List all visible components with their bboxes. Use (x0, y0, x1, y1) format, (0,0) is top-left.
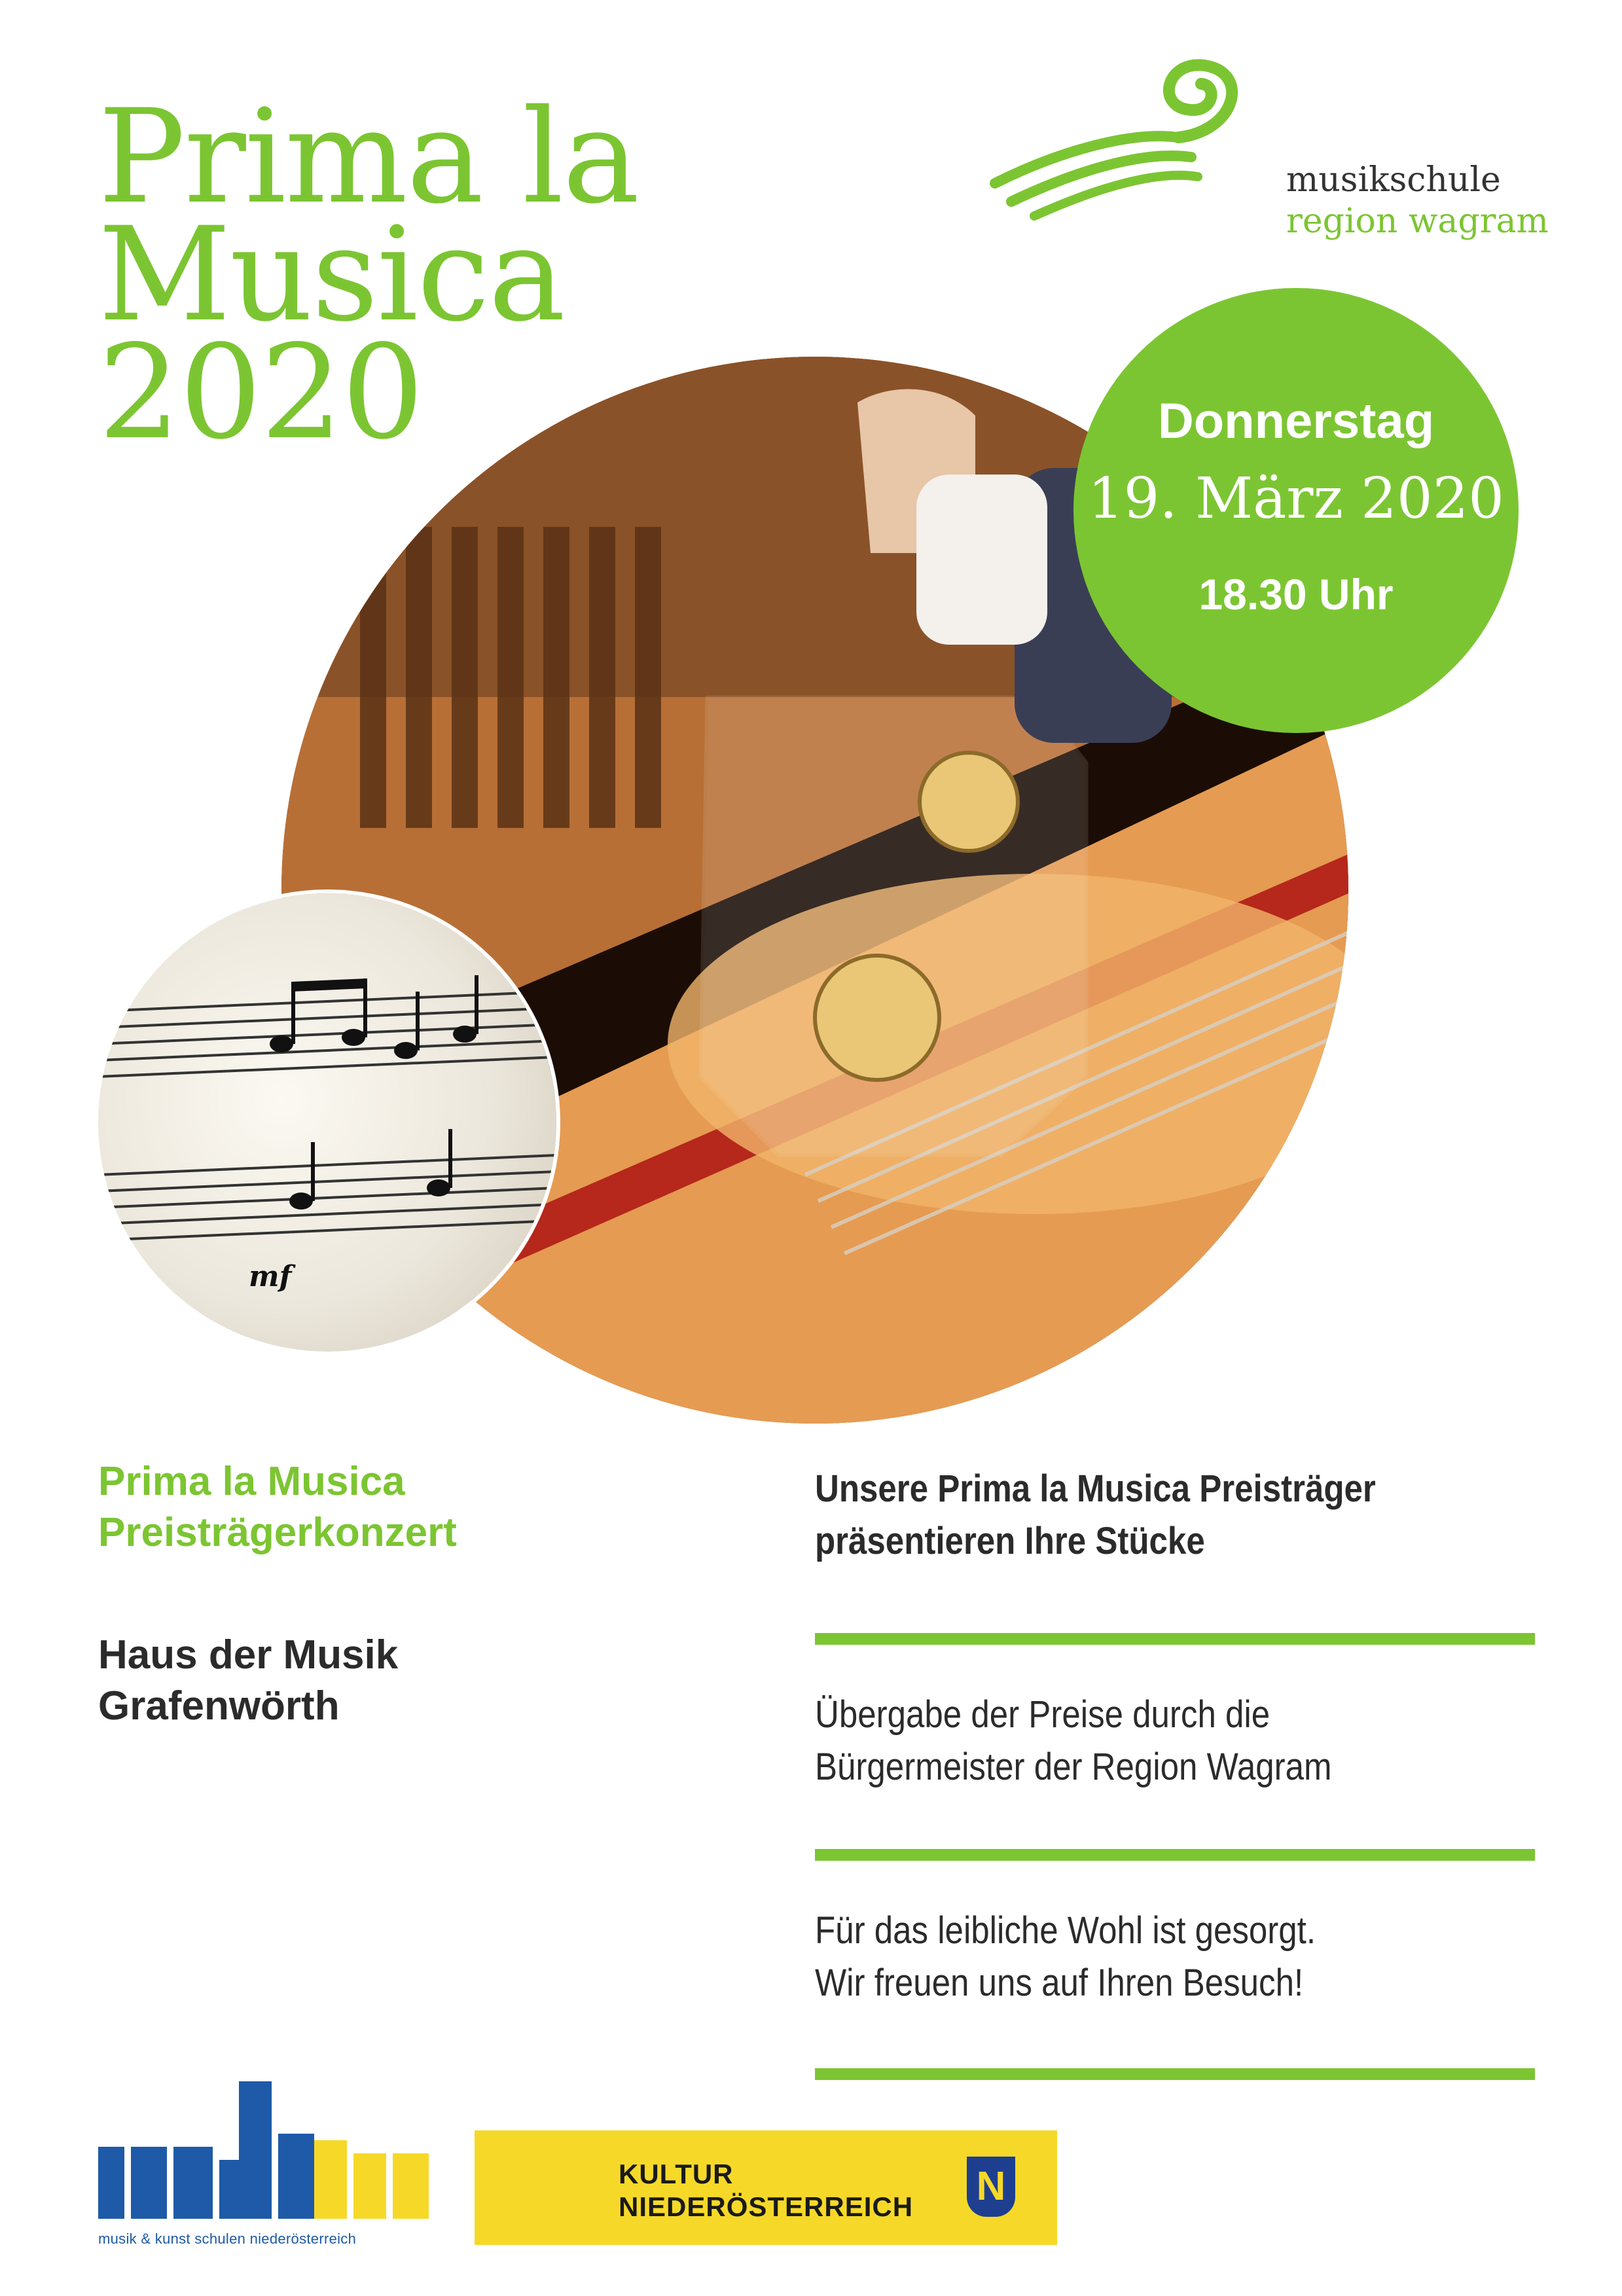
sheet-music-photo (98, 893, 556, 1352)
divider-2 (815, 1849, 1535, 1861)
noe-shield-icon (967, 2157, 1015, 2217)
logo-text-region: region wagram (1286, 202, 1549, 241)
venue-line-2: Grafenwörth (98, 1683, 340, 1729)
details-item-catering-line-2: Wir freuen uns auf Ihren Besuch! (815, 1962, 1304, 2004)
details-headline-line-1: Unsere Prima la Musica Preisträger (815, 1467, 1376, 1510)
concert-subtitle-line-2: Preisträgerkonzert (98, 1510, 457, 1555)
musikschule-swirl-logo (982, 52, 1257, 249)
details-headline-line-2: präsentieren Ihre Stücke (815, 1520, 1205, 1562)
details-item-catering-line-1: Für das leibliche Wohl ist gesorgt. (815, 1909, 1316, 1952)
details-headline (815, 1463, 1477, 1568)
details-item-awards-line-2: Bürgermeister der Region Wagram (815, 1746, 1332, 1788)
concert-subtitle (98, 1456, 457, 1558)
details-item-awards (815, 1689, 1477, 1793)
event-time: 18.30 Uhr (1198, 570, 1394, 619)
event-date: 19. März 2020 (1087, 466, 1505, 531)
event-day: Donnerstag (1157, 393, 1435, 449)
venue (98, 1630, 398, 1732)
kultur-line-1: KULTUR (619, 2159, 734, 2189)
kultur-line-2: NIEDERÖSTERREICH (619, 2191, 914, 2222)
logo-text-musikschule: musikschule (1286, 160, 1501, 200)
mkn-logo (98, 2068, 439, 2225)
noe-badge-letter: N (976, 2164, 1006, 2209)
details-item-awards-line-1: Übergabe der Preise durch die (815, 1693, 1271, 1736)
mkn-caption: musik & kunst schulen niederösterreich (98, 2231, 357, 2247)
title-line-2: Musica (98, 199, 565, 350)
title-line-3: 2020 (98, 317, 423, 468)
divider-1 (815, 1633, 1535, 1645)
concert-subtitle-line-1: Prima la Musica (98, 1459, 405, 1504)
svg-text:mf: mf (249, 1260, 292, 1293)
divider-3 (815, 2068, 1535, 2080)
event-date-badge (1073, 288, 1519, 733)
kultur-logo-text (619, 2158, 913, 2223)
details-item-catering (815, 1905, 1477, 2009)
kultur-niederoesterreich-logo (475, 2130, 1057, 2245)
venue-line-1: Haus der Musik (98, 1632, 399, 1677)
title-line-1: Prima la (98, 81, 639, 232)
